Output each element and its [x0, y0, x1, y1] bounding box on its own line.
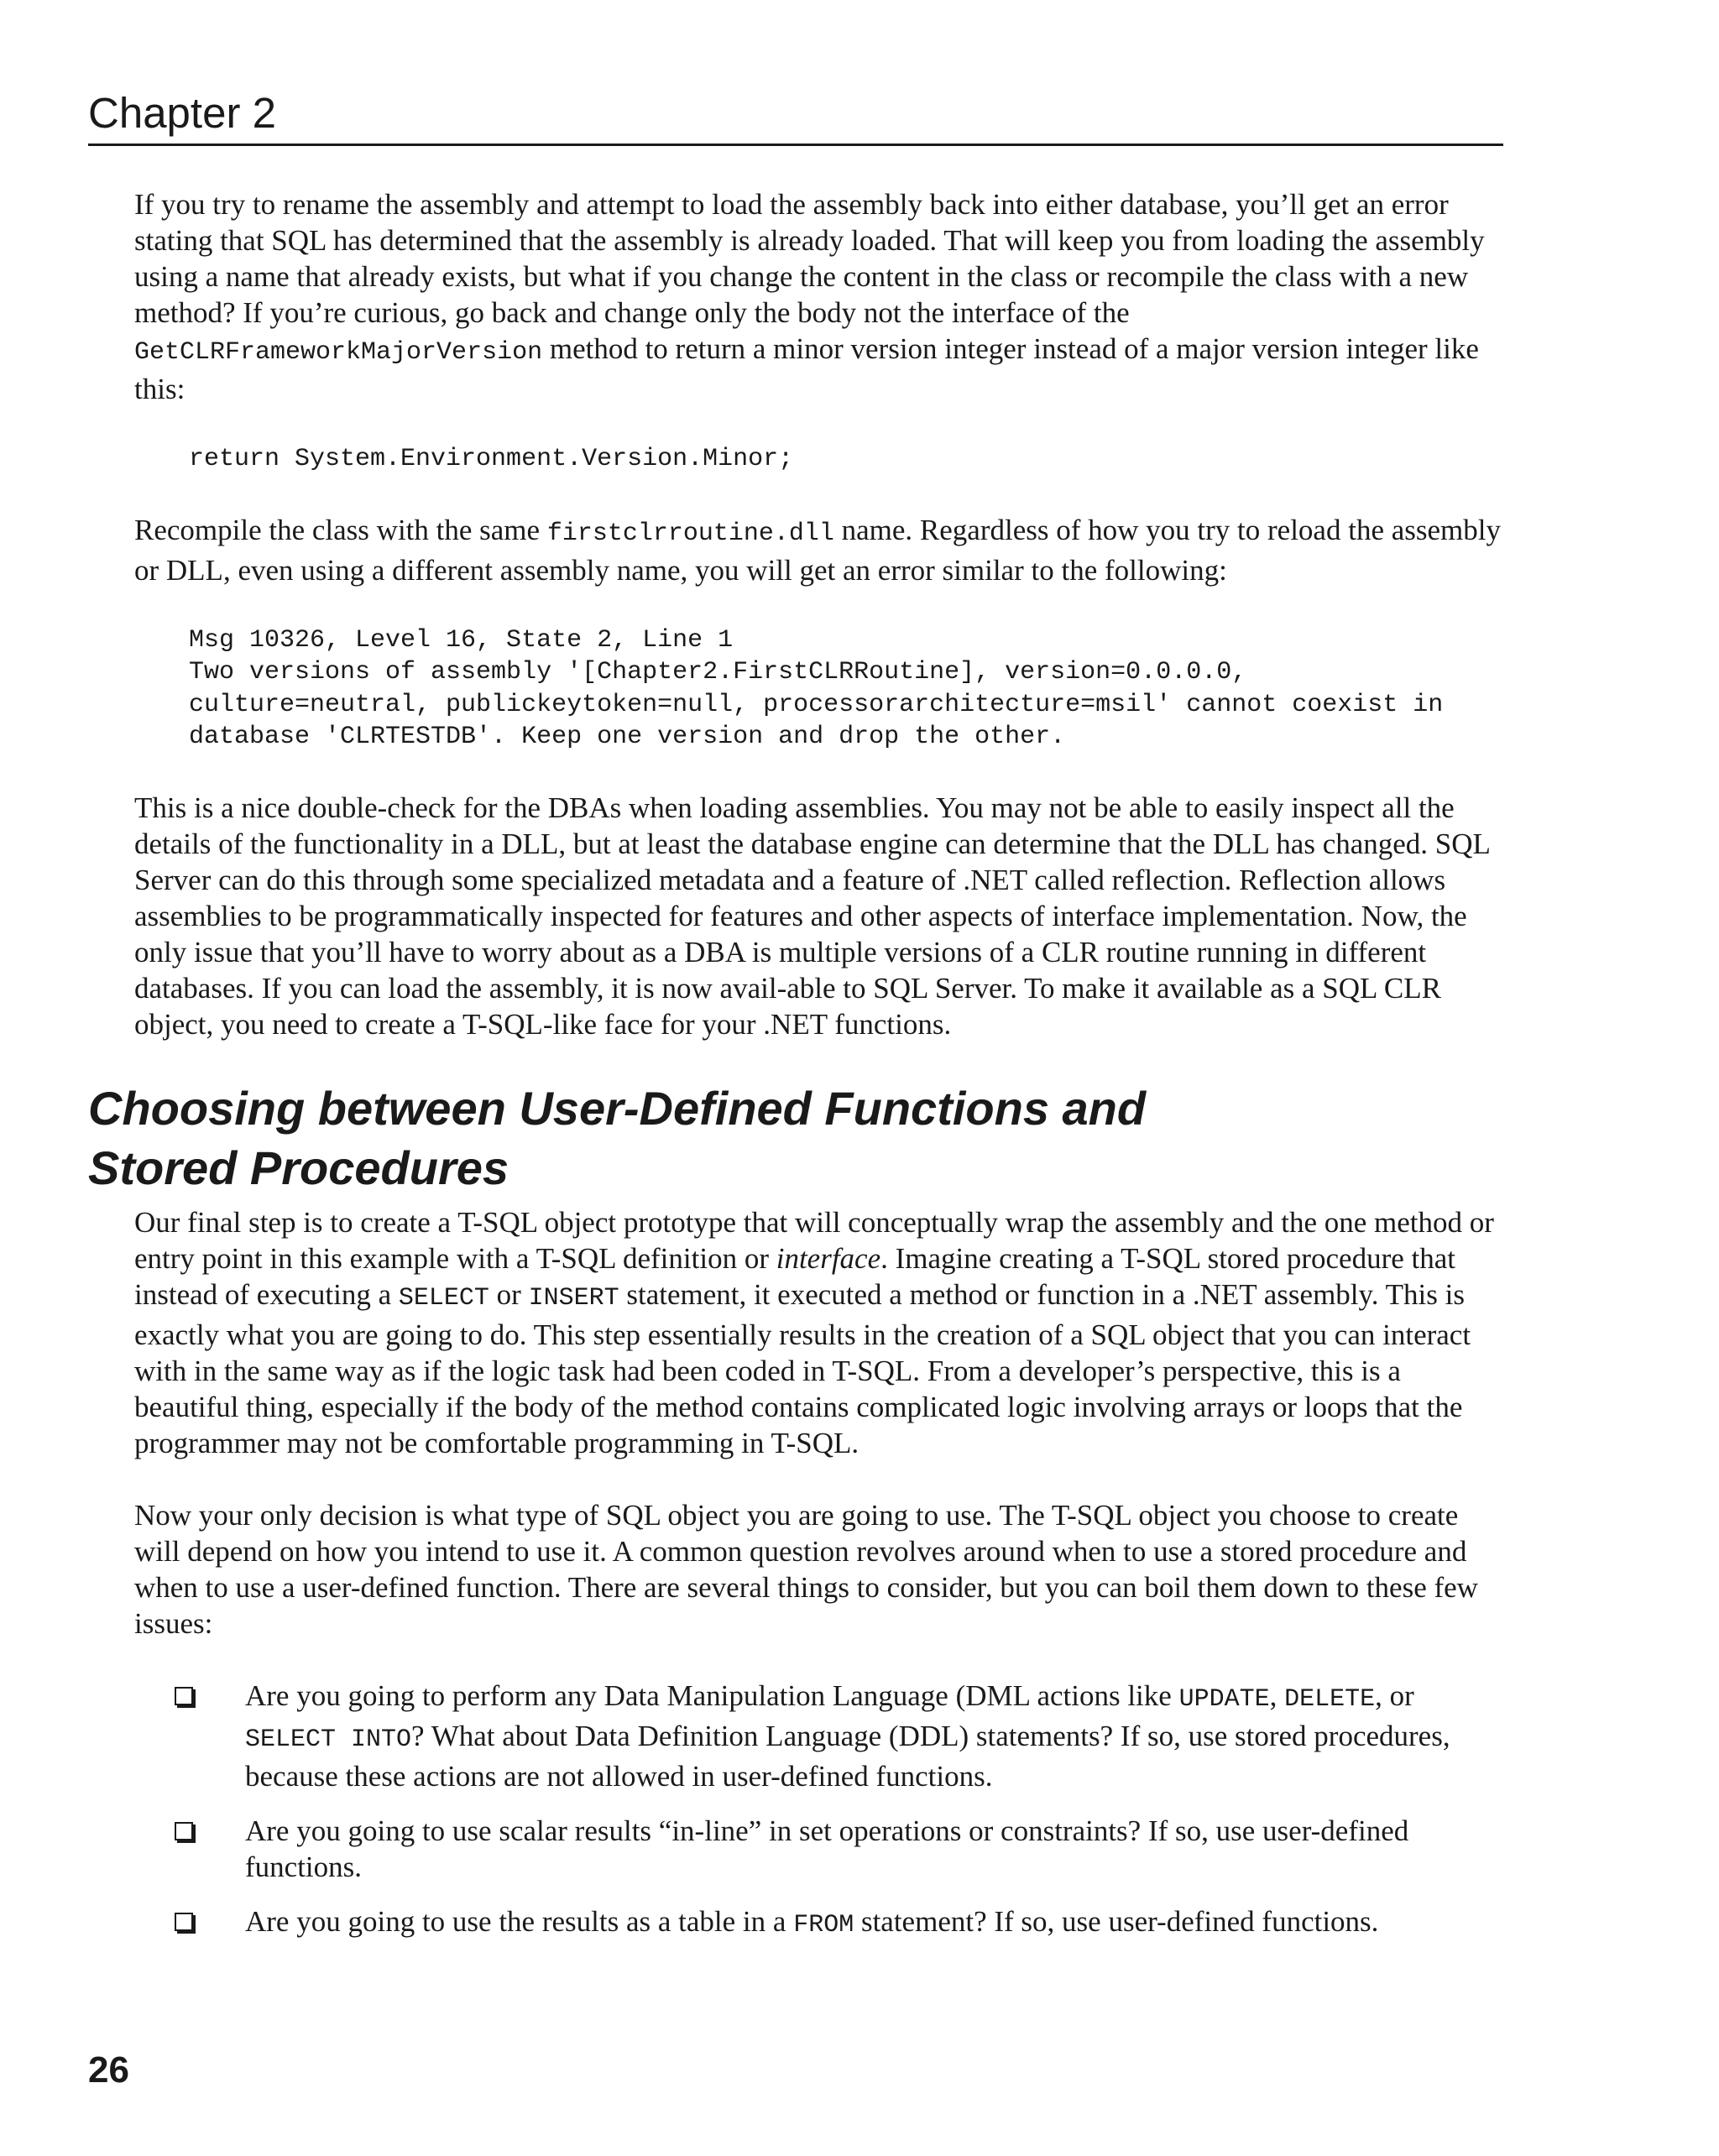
- paragraph-decision: Now your only decision is what type of SQL object you are going to use. The T-SQL object you choose to create will depend on how you intend to use it. A common question revolves around when to use a stored procedure and when to use a user-defined function. There are several things to consider, but you can boil them down to these few issues:: [134, 1498, 1478, 1640]
- paragraph-recompile: Recompile the class with the same firstclrroutine.dll name. Regardless of how you try to reload the assembly or DLL, even using a different assembly name, you will get an error similar to the following:: [134, 513, 1501, 587]
- inline-code: firstclrroutine.dll: [546, 519, 834, 548]
- code-listing-return-minor: return System.Environment.Version.Minor;: [189, 445, 794, 473]
- section-heading: Choosing between User-Defined Functions and Stored Procedures: [88, 1081, 1147, 1194]
- list-item: Are you going to use scalar results “in-line” in set operations or constraints? If so, use user-defined functions.: [134, 1813, 1502, 1885]
- inline-code: SELECT INTO: [245, 1725, 412, 1754]
- running-head: Chapter 2: [88, 88, 1503, 146]
- inline-code: UPDATE: [1178, 1684, 1270, 1714]
- emphasis-interface: interface: [776, 1241, 881, 1275]
- checkbox-bullet-icon: [175, 1822, 193, 1840]
- inline-code: SELECT: [398, 1283, 489, 1313]
- code-listing-error-message: Msg 10326, Level 16, State 2, Line 1 Two versions of assembly '[Chapter2.FirstCLRRoutine], version=0.0.0.0, culture=neutral, publickeytoken=null, processorarchitecture=msil' cannot coexist in database 'CLRTESTDB'. Keep one version and drop the other.: [189, 625, 1444, 751]
- paragraph-rename-assembly: If you try to rename the assembly and attempt to load the assembly back into either database, you’ll get an error stating that SQL has determined that the assembly is already loaded. That will keep you from loading the assembly using a name that already exists, but what if you change the content in the class or recompile the class with a new method? If you’re curious, go back and change only the body not the interface of the GetCLRFrameworkMajorVersion method to return a minor version integer instead of a major version integer like this:: [134, 188, 1485, 405]
- page-content: [88, 186, 1502, 1962]
- inline-code: GetCLRFrameworkMajorVersion: [134, 338, 543, 367]
- checkbox-bullet-icon: [175, 1913, 193, 1931]
- list-item: Are you going to use the results as a table in a FROM statement? If so, use user-defined functions.: [134, 1903, 1502, 1944]
- inline-code: INSERT: [528, 1283, 619, 1313]
- inline-code: DELETE: [1284, 1684, 1376, 1714]
- inline-code: FROM: [793, 1910, 854, 1939]
- list-item: Are you going to perform any Data Manipulation Language (DML actions like UPDATE, DELETE, or SELECT INTO? What about Data Definition Language (DDL) statements? If so, use stored procedures, because these actions are not allowed in user-defined functions.: [134, 1678, 1502, 1794]
- paragraph-double-check: This is a nice double-check for the DBAs when loading assemblies. You may not be able to easily inspect all the details of the functionality in a DLL, but at least the database engine can determine that the DLL has changed. SQL Server can do this through some specialized metadata and a feature of .NET called reflection. Reflection allows assemblies to be programmatically inspected for features and other aspects of interface implementation. Now, the only issue that you’ll have to worry about as a DBA is multiple versions of a CLR routine running in different databases. If you can load the assembly, it is now avail-able to SQL Server. To make it available as a SQL CLR object, you need to create a T-SQL-like face for your .NET functions.: [134, 791, 1490, 1041]
- bullet-list: [134, 1678, 1502, 1944]
- paragraph-final-step: Our final step is to create a T-SQL object prototype that will conceptually wrap the assembly and the one method or entry point in this example with a T-SQL definition or interface. Imagine creating a T-SQL stored procedure that instead of executing a SELECT or INSERT statement, it executed a method or function in a .NET assembly. This is exactly what you are going to do. This step essentially results in the creation of a SQL object that you can interact with in the same way as if the logic task had been coded in T-SQL. From a developer’s perspective, this is a beautiful thing, especially if the body of the method contains complicated logic involving arrays or loops that the programmer may not be comfortable programming in T-SQL.: [134, 1205, 1494, 1459]
- checkbox-bullet-icon: [175, 1687, 193, 1705]
- page-number: 26: [88, 2049, 129, 2091]
